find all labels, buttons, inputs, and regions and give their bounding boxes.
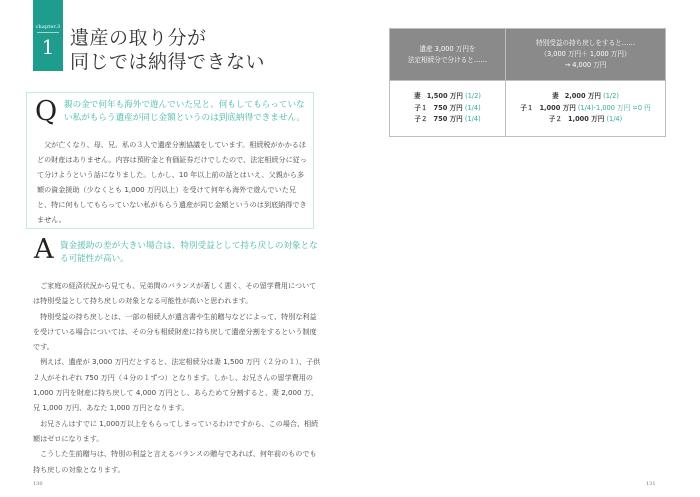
chapter-divider: [37, 32, 59, 33]
answer-heading: 資金援助の差が大きい場合は、特別受益として持ち戻しの対象となる可能性が高い。: [60, 241, 318, 264]
share-amount: 1,000 万円: [567, 115, 605, 124]
heir-label: 子２: [414, 115, 428, 124]
answer-paragraph: 例えば、遺産が 3,000 万円だとすると、法定相続分は妻 1,500 万円（２分の１）、子供２人がそれぞれ 750 万円（４分の１ずつ）となります。しかし、お兄さんの留学費用の 1,000 万円を財産に持ち戻して 4,000 万円とし、あらためて分割すると、妻 2,000 万、兄 1,000 万円、あなた 1,000 万円となります。: [33, 357, 321, 413]
question-letter: Q: [35, 96, 58, 127]
heir-label: 子２: [548, 115, 562, 124]
chapter-badge: [33, 0, 63, 71]
answer-body: [33, 278, 321, 477]
header-line: 特別受益の持ち戻しをすると……: [536, 39, 635, 47]
header-line: （3,000 万円＋ 1,000 万円）: [540, 50, 631, 58]
share-amount: 750 万円: [433, 103, 463, 112]
share-amount: 1,000 万円: [539, 103, 576, 112]
table-cell-statutory: [390, 81, 506, 137]
table-header-special-benefit: [506, 29, 666, 81]
header-line: → 4,000 万円: [564, 61, 607, 69]
share-amount: 750 万円: [433, 115, 463, 124]
share-fraction: (1/4): [464, 103, 481, 112]
question-paragraph: 父が亡くなり、母、兄、私の３人で遺産分割協議をしています。相続税がかかるほどの財産はありません。内容は預貯金と有価証券だけでしたので、法定相続分に従って分けようという話になりました。しかし、10 年以上前の話とはいえ、父親から多額の資金援助（少なくとも 1,000 万円以上）を受けて何年も海外で遊んでいた兄と、特に何もしてもらっていない私がもらう遺産が同じ金額というのは到底納得できません。: [37, 140, 307, 224]
question-body: [37, 137, 307, 227]
page-title: [70, 26, 265, 74]
question-box: [26, 92, 314, 229]
share-row: [390, 91, 505, 103]
share-fraction: (1/4): [464, 115, 481, 124]
share-row: [506, 91, 665, 103]
answer-paragraph: こうした生前贈与は、特別の利益と言えるバランスの贈与であれば、何年前のものでも持ち戻しの対象となります。: [33, 449, 317, 474]
chapter-number: 1: [41, 35, 55, 59]
answer-paragraph: ご家庭の経済状況から見ても、兄弟間のバランスが著しく悪く、その留学費用については特別受益として持ち戻しの対象となる可能性が高いと思われます。: [33, 281, 317, 306]
answer-paragraph: お兄さんはすでに 1,000万以上をもらってしまっているわけですから、この場合、相続額はゼロになります。: [33, 418, 319, 443]
answer-paragraph: 特別受益の持ち戻しとは、一部の相続人が遺言書や生前贈与などによって、特別な利益を受けている場合については、その分も相続財産に持ち戻して遺産分割をするという制度です。: [33, 311, 317, 352]
share-row: [390, 103, 505, 115]
table-cell-special-benefit: [506, 81, 666, 137]
share-fraction: (1/2): [465, 92, 481, 101]
heir-label: 妻: [552, 92, 559, 101]
heir-label: 妻: [414, 92, 421, 101]
share-fraction: (1/2): [603, 92, 619, 101]
question-heading: 親の金で何年も海外で遊んでいた兄と、何もしてもらっていない私がもらう遺産が同じ金額というのは到底納得できません。: [64, 100, 306, 123]
page-number-right: 131: [646, 481, 656, 487]
share-amount: 2,000 万円: [564, 92, 602, 101]
share-row: [506, 103, 665, 115]
share-fraction: (1/4)-1,000 万円 =0 円: [577, 103, 651, 112]
page-number-left: 130: [33, 481, 43, 487]
heir-label: 子１: [414, 103, 428, 112]
header-line: 遺産 3,000 万円を: [419, 44, 476, 53]
table-header-row: [390, 29, 666, 81]
right-page: [350, 0, 700, 497]
share-row: [390, 114, 505, 126]
share-row: [506, 114, 665, 126]
share-fraction: (1/4): [606, 115, 623, 124]
inheritance-comparison-table: [389, 28, 666, 137]
table-row: [390, 81, 666, 137]
chapter-label: chapter.3: [35, 24, 61, 30]
answer-letter: A: [34, 234, 54, 265]
share-amount: 1,500 万円: [426, 92, 464, 101]
title-line-1: 遺産の取り分が: [70, 27, 207, 49]
title-line-2: 同じでは納得できない: [70, 51, 266, 73]
table-header-statutory: [390, 29, 506, 81]
heir-label: 子１: [520, 103, 534, 112]
header-line: 法定相続分で分けると……: [407, 55, 488, 64]
